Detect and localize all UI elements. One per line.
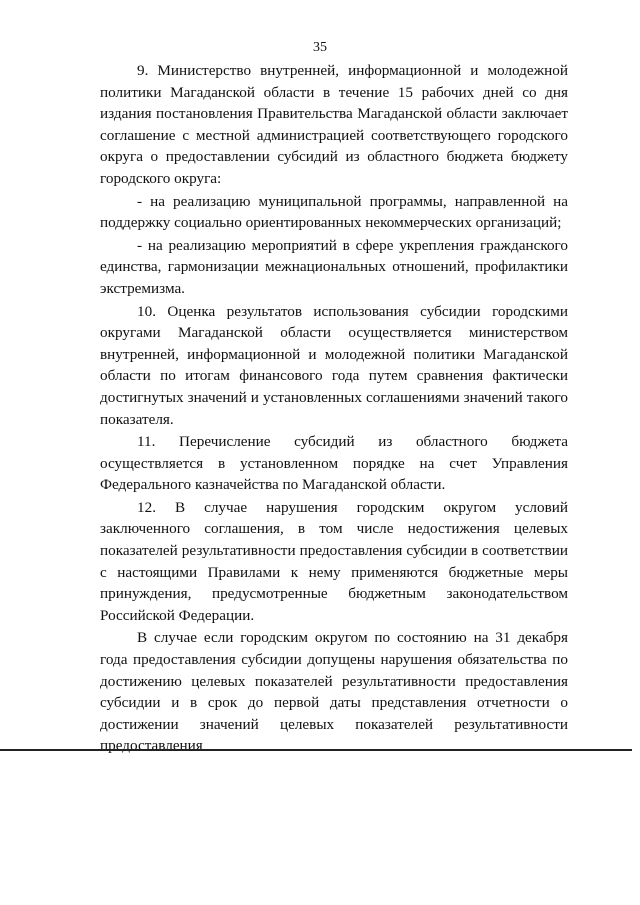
list-item-program: - на реализацию муниципальной программы, направленной на поддержку социально ориентированных некоммерческих организаций; [100,192,568,232]
page-bottom-rule [0,749,632,751]
list-item-events: - на реализацию мероприятий в сфере укрепления гражданского единства, гармонизации межнациональных отношений, профилактики экстремизма. [100,236,568,297]
paragraph-violation: В случае если городским округом по состоянию на 31 декабря года предоставления субсидии допущены нарушения обязательства по достижению целевых показателей результативности предоставления субсидии и в срок до первой даты представления отчетности о достижении значений целевых показателей результативности предоставления [100,629,568,755]
paragraph-10: 10. Оценка результатов использования субсидии городскими округами Магаданской области осуществляется министерством внутренней, информационной и молодежной политики Магаданской области по итогам финансового года путем сравнения фактически достигнутых значений и установленных соглашениями значений такого показателя. [100,302,568,428]
paragraph-11: 11. Перечисление субсидий из областного бюджета осуществляется в установленном порядке на счет Управления Федерального казначейства по Магаданской области. [100,433,568,494]
document-body [100,60,568,758]
page-number: 35 [313,40,327,55]
paragraph-12: 12. В случае нарушения городским округом условий заключенного соглашения, в том числе недостижения целевых показателей результативности предоставления субсидии в соответствии с настоящими Правилами к нему применяются бюджетные меры принуждения, предусмотренные бюджетным законодательством Российской Федерации. [100,498,568,624]
paragraph-9: 9. Министерство внутренней, информационной и молодежной политики Магаданской области в течение 15 рабочих дней со дня издания постановления Правительства Магаданской области заключает соглашение с местной администрацией соответствующего городского округа о предоставлении субсидий из областного бюджета бюджету городского округа: [100,62,568,187]
